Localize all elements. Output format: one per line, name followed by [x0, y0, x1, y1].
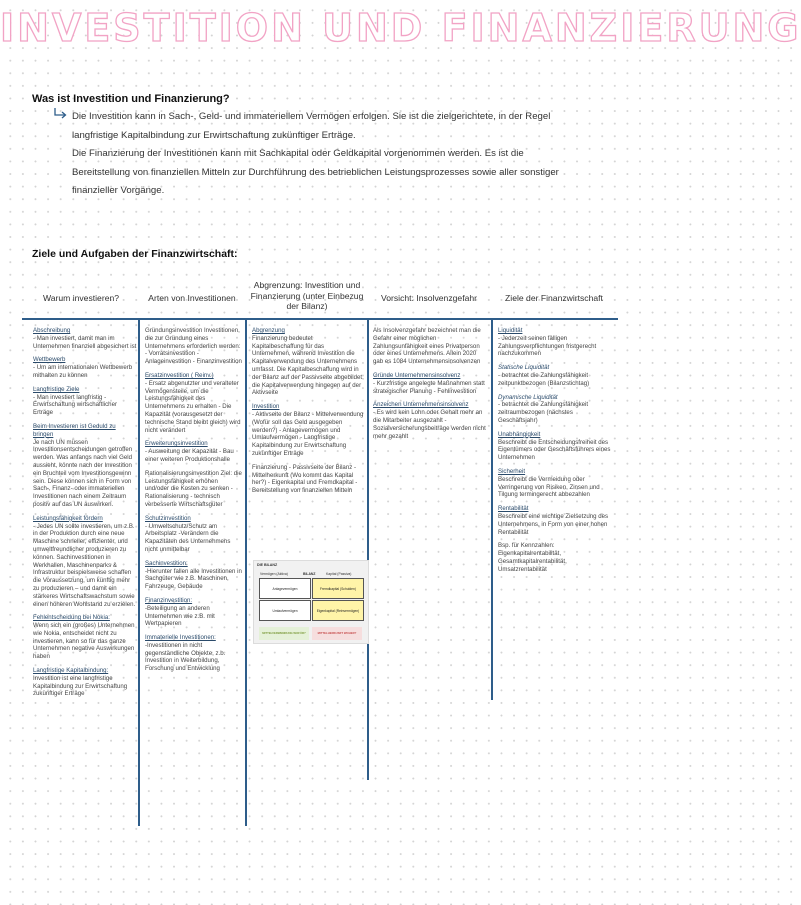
list-item: Abgrenzung Finanzierung bedeutet Kapitalbeschaffung für das Unternehmen, während Investition die Kapitalverwendung des Unternehmens umfasst. Die Kapitalbeschaffung wird in der Bilanz auf der Passivseite abgebildet, die Kapitalverwendung hingegen auf der Aktivseite: [252, 327, 364, 397]
section-heading: Ziele und Aufgaben der Finanzwirtschaft:: [32, 248, 238, 260]
intro-text: [72, 108, 572, 201]
bilanz-diagram: [253, 560, 369, 644]
list-item: Erweiterungsinvestition - Ausweitung der Kapazität - Bau einer weiteren Produktionshalle: [145, 440, 234, 463]
list-item: Statische Liquidität - betrachtet die Zahlungsfähigkeit zeitpunktbezogen (Bilanzstichtag): [498, 364, 590, 387]
anlagevermoegen-box: Anlagevermögen: [259, 578, 311, 599]
question-heading: Was ist Investition und Finanzierung?: [32, 93, 230, 105]
list-item: Abschreibung - Man investiert, damit man im Unternehmen finanziell abgesichert ist: [33, 327, 137, 350]
list-item: Liquidität - Jederzeit seinen fälligen Zahlungsverpflichtungen fristgerecht nachzukommen: [498, 327, 597, 358]
list-item: Als Insolvenzgefahr bezeichnet man die Gefahr einer möglichen Zahlungsunfähigkeit eines Privatperson oder eines Unternehmens. Allein 2020 gab es 1084 Unternehmensinsolvenzen: [373, 327, 481, 366]
list-item: Ersatzinvestition ( Reinv.) - Ersatz abgenutzter und veralteter Vermögensteile, um die Leistungsfähigkeit des Unternehmens zu erhalten - Die Kapazität (vorausgesetzt der technische Stand bleibt gleich) wird nicht verändert: [145, 371, 241, 434]
intro-finanzierung: Die Finanzierung der Investitionen kann mit Sachkapital oder Geldkapital vorgenommen werden. Es ist die Bereitstellung von finanziellen Mitteln zur Durchführung des betrieblichen Leistungsprozesses sowie aller sonstiger finanzieller Vorgänge.: [72, 148, 559, 196]
page-title: INVESTITION UND FINANZIERUNG: [0, 6, 801, 50]
column-ziele: [498, 327, 614, 580]
header-insolvenz: Vorsicht: Insolvenzgefahr: [380, 293, 478, 303]
umlaufvermoegen-box: Umlaufvermögen: [259, 600, 311, 621]
list-item: Anzeichen Unternehmensinsolvenz - Es wird kein Lohn oder Gehalt mehr an die Mitarbeiter ausgezahlt - Sozialversicherungsbeiträge werden nicht mehr gezahlt: [373, 401, 486, 440]
list-item: Gründe Unternehmensinsolvenz - Kurzfristige angelegte Maßnahmen statt strategischer Planung - Fehlinvestition: [373, 371, 485, 395]
arrow-right-icon: [52, 107, 68, 121]
header-arten: Arten von Investitionen: [148, 293, 236, 303]
list-item: Wettbewerb - Um am internationalen Wettbewerb mithalten zu können: [33, 356, 133, 379]
column-abgrenzung: [252, 327, 364, 501]
intro-investition: Die Investition kann in Sach-, Geld- und immateriellem Vermögen erfolgen. Sie ist die zielgerichtete, in der Regel langfristige Kapitalbindung zur Erwirtschaftung zukünftiger Erträge.: [72, 111, 551, 141]
list-item: Fehlentscheidung bei Nokia: Wenn sich ein (großes) Unternehmen wie Nokia, entscheidet nicht zu investieren, kann so für das ganze Unternehmen negative Auswirkungen haben: [33, 614, 135, 661]
list-item: Rationalisierungsinvestition Ziel: die Leistungsfähigkeit erhöhen und/oder die Kosten zu senken - Rationalisierung - technisch verbesserte Wirtschaftsgüter: [145, 469, 242, 508]
table-header-divider: [22, 318, 618, 320]
list-item: Langfristige Ziele - Man investiert langfristig - Erwirtschaftung wirtschaftlicher Erträge: [33, 385, 117, 417]
list-item: Dynamische Liquidität - betrachtet die Zahlungsfähigkeit zeitraumbezogen (nächstes Geschäftsjahr): [498, 393, 589, 424]
header-warum: Warum investieren?: [42, 293, 120, 303]
bilanz-center-header: BILANZ: [303, 572, 316, 576]
column-arten: [145, 327, 243, 679]
bilanz-title: DIE BILANZ: [257, 563, 278, 567]
mittelverwendung-label: MITTELVERWENDUNG WOFÜR?: [259, 627, 309, 640]
bilanz-right-header: Kapital (Passiva): [326, 572, 352, 576]
list-item: Gründungsinvestition Investitionen, die zur Gründung eines Unternehmens erforderlich werden: - Vorratsinvestition - Anlageinvestition - Finanzinvestition: [145, 327, 242, 366]
list-item: Schutzinvestition - Umweltschutz/Schutz am Arbeitsplatz -Verändern die Kapazitäten des Unternehmens nicht unmittelbar: [145, 514, 231, 553]
column-divider: [367, 318, 369, 780]
column-insolvenz: [373, 327, 487, 446]
column-divider: [138, 318, 140, 826]
list-item: Immaterielle Investitionen: -Investitionen in nicht gegenständliche Objekte, z.b. Investition in Weiterbildung, Forschung und Entwicklung: [145, 634, 226, 673]
bilanz-left-header: Vermögen (Aktiva): [260, 572, 288, 576]
column-divider: [245, 318, 247, 826]
list-item: Finanzierung - Passivseite der Bilanz - Mittelherkunft (Wo kommt das Kapital her?) - Eigenkapital und Fremdkapital - Bereitstellung von finanziellen Mitteln: [252, 463, 358, 495]
list-item: Leistungsfähigkeit fördern - Jedes UN sollte investieren, um z.B. in der Produktion durch eine neue Maschine schneller, effizienter, und umweltfreundlicher produzieren zu können. Sachinvestitionen in Werkhallen, Maschinenparks & Infrastruktur beispielsweise schaffen die Voraussetzung, um künftig mehr zu produzieren – und damit ein stärkeres Wirtschaftswachstum sowie einen höheren Wohlstand zu erzielen.: [33, 514, 136, 608]
list-item: Sicherheit Beschreibt die Vermeidung oder Verringerung von Risiken, Zinsen und Tilgung termingerecht abbezahlen: [498, 467, 600, 499]
header-abgrenzung: Abgrenzung: Investition und Finanzierung (unter Einbezug der Bilanz): [250, 280, 364, 311]
list-item: Unabhängigkeit Beschreibt die Entscheidungsfreiheit des Eigentümers oder Geschäftsführers eines Unternehmen: [498, 430, 611, 462]
column-divider: [491, 318, 493, 700]
list-item: Sachinvestition: -Hierunter fallen alle Investitionen in Sachgüter wie z.B. Maschinen, Fahrzeuge, Gebäude: [145, 559, 242, 591]
column-warum: [33, 327, 137, 704]
list-item: Bsp. für Kennzahlen: Eigenkapitalrentabilität, Gesamtkapitalrentabilität, Umsatzrentabilität: [498, 542, 567, 573]
list-item: Langfristige Kapitalbindung: Investition ist eine langfristige Kapitalbindung zur Erwirtschaftung zukünftiger Erträge: [33, 667, 128, 698]
list-item: Beim Investieren ist Geduld zu bringen Je nach UN müssen Investitionsentscheidungen getroffen werden. Was anfangs nach viel Geld aussieht, könnte nach der Investition ein Bruchteil vom Investitionsgewinn sein. Diese können sich in Form von Sach-, Finanz- oder immateriellen Investitionen nach einem Zeitraum positiv auf das UN auswirken.: [33, 422, 133, 508]
list-item: Rentabilität Beschreibt eine wichtige Zielsetzung des Unternehmens, in Form von einer hohen Rentabilität: [498, 505, 609, 536]
eigenkapital-box: Eigenkapital (Reinvermögen): [312, 600, 364, 621]
header-ziele: Ziele der Finanzwirtschaft: [505, 293, 603, 303]
list-item: Investition - Aktivseite der Bilanz - Mittelverwendung (Wofür soll das Geld ausgegeben werden?) - Anlagevermögen und Umlaufvermögen - Langfristige Kapitalbindung zur Erwirtschaftung zukünftiger Erträge: [252, 403, 364, 457]
list-item: Finanzinvestition: -Beteiligung an anderen Unternehmen wie z.B. mit Wertpapieren: [145, 596, 215, 628]
mittelherkunft-label: MITTELHERKUNFT WOHER?: [312, 627, 362, 640]
fremdkapital-box: Fremdkapital (Schulden): [312, 578, 364, 599]
